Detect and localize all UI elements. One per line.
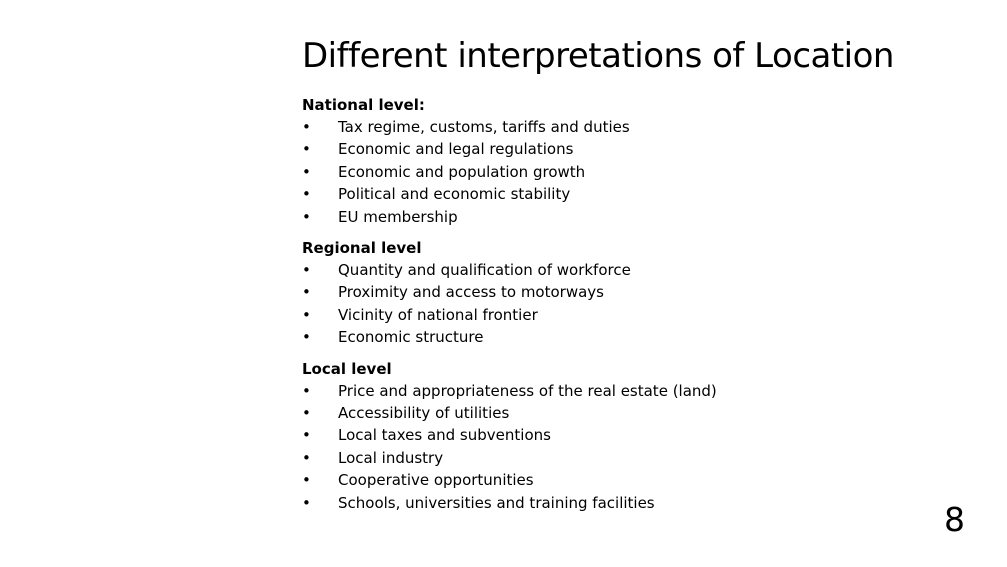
section-regional bbox=[302, 237, 962, 349]
list-item-text: Economic structure bbox=[338, 328, 484, 347]
bullet-icon: • bbox=[302, 140, 311, 159]
list-item bbox=[302, 380, 962, 402]
list-item bbox=[302, 402, 962, 424]
bullet-icon: • bbox=[302, 118, 311, 136]
list-item-text: Price and appropriateness of the real estate (land) bbox=[338, 381, 717, 400]
list-item-text: Schools, universities and training facilities bbox=[338, 493, 655, 512]
section-heading: Local level bbox=[302, 359, 392, 378]
section-heading: Regional level bbox=[302, 239, 422, 258]
bullet-icon: • bbox=[302, 162, 311, 181]
bullet-icon: • bbox=[302, 493, 311, 512]
bullet-icon: • bbox=[302, 328, 311, 347]
list-item-text: Political and economic stability bbox=[338, 185, 571, 204]
list-item-text: Vicinity of national frontier bbox=[338, 305, 538, 324]
list-item bbox=[302, 447, 962, 469]
bullet-icon: • bbox=[302, 404, 311, 423]
list-item bbox=[302, 138, 962, 160]
list-item-text: Tax regime, customs, tariffs and duties bbox=[338, 118, 630, 136]
slide-title: Different interpretations of Location bbox=[302, 36, 894, 76]
list-item-text: Local taxes and subventions bbox=[338, 426, 551, 445]
list-item-text: Local industry bbox=[338, 448, 444, 467]
list-item-text: EU membership bbox=[338, 207, 458, 226]
bullet-icon: • bbox=[302, 381, 311, 400]
bullet-icon: • bbox=[302, 207, 311, 226]
list-item bbox=[302, 469, 962, 491]
list-item bbox=[302, 206, 962, 228]
section-heading: National level: bbox=[302, 96, 425, 114]
list-item bbox=[302, 326, 962, 348]
list-item bbox=[302, 259, 962, 281]
list-item-text: Quantity and qualification of workforce bbox=[338, 261, 631, 280]
list-item-text: Cooperative opportunities bbox=[338, 471, 534, 490]
section-national bbox=[302, 94, 962, 228]
list-item bbox=[302, 116, 962, 138]
list-item-text: Economic and population growth bbox=[338, 162, 586, 181]
bullet-icon: • bbox=[302, 283, 311, 302]
list-item bbox=[302, 492, 962, 514]
slide-number: 8 bbox=[944, 500, 965, 539]
bullet-list bbox=[302, 116, 962, 228]
bullet-icon: • bbox=[302, 185, 311, 204]
list-item-text: Accessibility of utilities bbox=[338, 404, 510, 423]
list-item-text: Economic and legal regulations bbox=[338, 140, 574, 159]
bullet-icon: • bbox=[302, 305, 311, 324]
bullet-list bbox=[302, 380, 962, 514]
list-item bbox=[302, 281, 962, 303]
list-item bbox=[302, 183, 962, 205]
list-item-text: Proximity and access to motorways bbox=[338, 283, 604, 302]
bullet-icon: • bbox=[302, 426, 311, 445]
list-item bbox=[302, 161, 962, 183]
bullet-icon: • bbox=[302, 471, 311, 490]
list-item bbox=[302, 424, 962, 446]
bullet-icon: • bbox=[302, 261, 311, 280]
slide-content bbox=[302, 94, 962, 523]
list-item bbox=[302, 304, 962, 326]
section-local bbox=[302, 358, 962, 514]
bullet-list bbox=[302, 259, 962, 349]
bullet-icon: • bbox=[302, 448, 311, 467]
